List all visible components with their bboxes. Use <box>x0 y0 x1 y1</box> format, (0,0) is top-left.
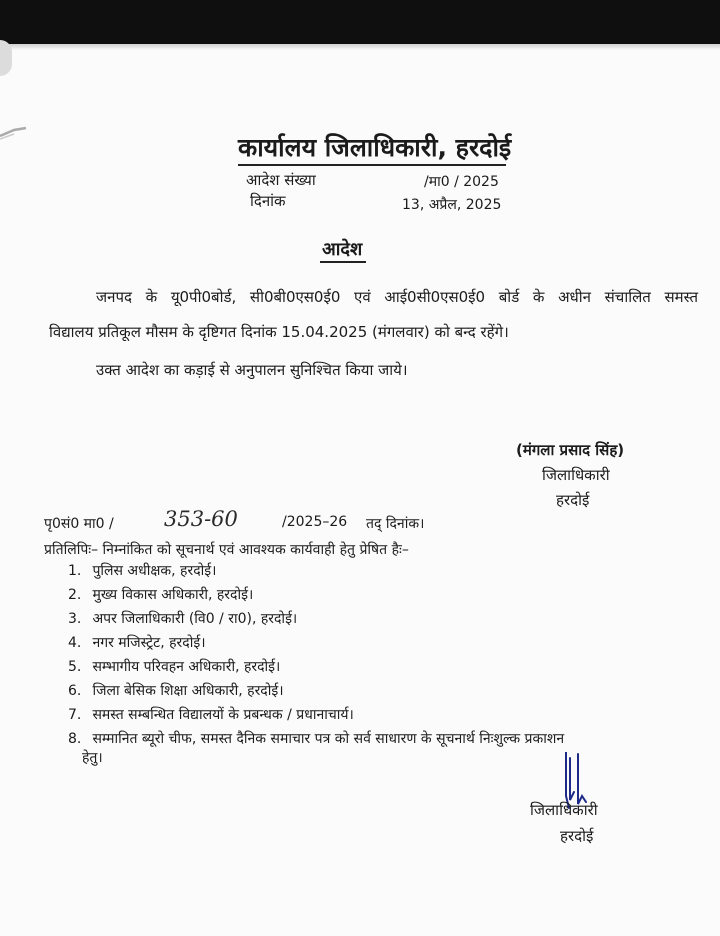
order-heading-underline <box>320 261 366 263</box>
copy-signatory-place: हरदोई <box>560 827 594 845</box>
order-date-label: दिनांक <box>250 192 286 210</box>
copy-item-text: सम्भागीय परिवहन अधिकारी, हरदोई। <box>92 659 281 675</box>
top-bar-shadow <box>0 44 720 50</box>
copy-item-number: 3. <box>68 611 82 627</box>
body-line-3: उक्त आदेश का कड़ाई से अनुपालन सुनिश्चित किया जाये। <box>96 361 408 379</box>
copy-item-text: सम्मानित ब्यूरो चीफ, समस्त दैनिक समाचार पत्र को सर्व साधारण के सूचनार्थ निःशुल्क प्रकाशन <box>92 731 565 747</box>
copy-item-text: समस्त सम्बन्धित विद्यालयों के प्रबन्धक / प्रधानाचार्य। <box>92 707 354 723</box>
body-line-1: जनपद के यू0पी0बोर्ड, सी0बी0एस0ई0 एवं आई0सी0एस0ई0 बोर्ड के अधीन संचालित समस्त <box>96 288 698 306</box>
copy-item-text: जिला बेसिक शिक्षा अधिकारी, हरदोई। <box>92 683 284 699</box>
copy-item-number: 8. <box>68 731 82 747</box>
copy-item-continuation: हेतु। <box>82 750 103 766</box>
copy-item-text: अपर जिलाधिकारी (वि0 / रा0), हरदोई। <box>92 611 298 627</box>
copy-to-item <box>68 561 688 585</box>
copy-item-text: मुख्य विकास अधिकारी, हरदोई। <box>92 587 254 603</box>
signatory-designation: जिलाधिकारी <box>542 466 610 484</box>
reference-prefix: पृ0सं0 मा0 / <box>44 516 114 532</box>
copy-to-intro: प्रतिलिपिः– निम्नांकित को सूचनार्थ एवं आवश्यक कार्यवाही हेतु प्रेषित हैः– <box>44 542 409 558</box>
reference-handwritten-number: 353-60 <box>164 507 238 531</box>
copy-signatory-designation: जिलाधिकारी <box>530 801 598 819</box>
copy-to-item <box>68 657 688 681</box>
reference-date: तद् दिनांक। <box>366 516 425 532</box>
copy-to-item <box>68 705 688 729</box>
copy-to-item <box>68 609 688 633</box>
reference-suffix: /2025–26 <box>282 514 348 530</box>
copy-to-item <box>68 729 688 773</box>
copy-to-item <box>68 585 688 609</box>
signatory-place: हरदोई <box>556 491 590 509</box>
order-date-value: 13, अप्रैल, 2025 <box>402 197 502 213</box>
office-title: कार्यालय जिलाधिकारी, हरदोई <box>238 133 512 162</box>
copy-item-text: पुलिस अधीक्षक, हरदोई। <box>92 563 217 579</box>
order-number-label: आदेश संख्या <box>246 171 316 189</box>
staple-icon <box>0 126 30 142</box>
corner-mark <box>0 40 12 76</box>
copy-item-number: 7. <box>68 707 82 723</box>
copy-item-number: 6. <box>68 683 82 699</box>
copy-item-number: 2. <box>68 587 82 603</box>
body-line-2: विद्यालय प्रतिकूल मौसम के दृष्टिगत दिनांक 15.04.2025 (मंगलवार) को बन्द रहेंगे। <box>49 323 509 341</box>
copy-to-item <box>68 633 688 657</box>
copy-item-number: 4. <box>68 635 82 651</box>
copy-item-number: 5. <box>68 659 82 675</box>
signatory-name: (मंगला प्रसाद सिंह) <box>516 441 625 459</box>
office-title-underline <box>238 164 506 166</box>
copy-item-number: 1. <box>68 563 82 579</box>
copy-item-text: नगर मजिस्ट्रेट, हरदोई। <box>92 635 206 651</box>
copy-to-item <box>68 681 688 705</box>
order-heading: आदेश <box>322 239 363 260</box>
order-number-value: /मा0 / 2025 <box>424 174 499 190</box>
top-bar <box>0 0 720 44</box>
copy-to-list <box>68 561 688 773</box>
